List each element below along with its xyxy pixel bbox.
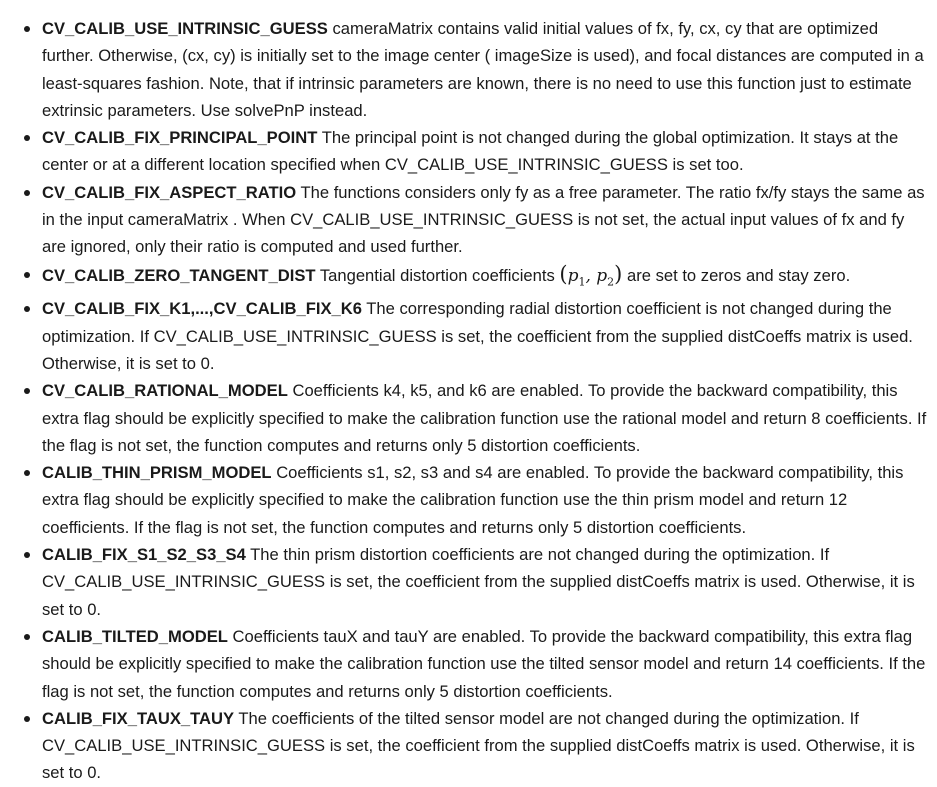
flag-item-fix-aspect-ratio: [42, 179, 931, 261]
flag-name: CV_CALIB_FIX_ASPECT_RATIO: [42, 182, 297, 202]
flag-item-tilted-model: [42, 623, 931, 705]
flag-description-end: are set to zeros and stay zero.: [622, 265, 851, 285]
flag-description: Coefficients tauX and tauY are enabled. To provide the backward compatibility, this extra flag should be explicitly specified to make the calibration function use the tilted sensor model and return 14 coefficients. If the flag is not set, the function computes and returns only 5 distortion coefficients.: [42, 626, 926, 701]
flag-name: CALIB_FIX_TAUX_TAUY: [42, 708, 235, 728]
flag-description: Coefficients s1, s2, s3 and s4 are enabled. To provide the backward compatibility, this extra flag should be explicitly specified to make the calibration function use the thin prism model and return 12 coefficients. If the flag is not set, the function computes and returns only 5 distortion coefficients.: [42, 463, 904, 537]
flag-description: The corresponding radial distortion coefficient is not changed during the optimization. If CV_CALIB_USE_INTRINSIC_GUESS is set, the coefficient from the supplied distCoeffs matrix is used. Otherwise, it is set to 0.: [42, 299, 913, 373]
flag-name: CALIB_TILTED_MODEL: [42, 626, 228, 646]
formula-open-paren: (: [559, 261, 568, 286]
flag-description: Coefficients k4, k5, and k6 are enabled. To provide the backward compatibility, this extra flag should be explicitly specified to make the calibration function use the rational model and return 8 coefficients. If the flag is not set, the function computes and returns only 5 distortion coefficients.: [42, 381, 927, 455]
flag-item-fix-principal-point: [42, 124, 931, 179]
flag-name: CALIB_FIX_S1_S2_S3_S4: [42, 545, 246, 565]
flag-item-thin-prism-model: [42, 459, 931, 541]
flag-item-zero-tangent-dist: [42, 261, 931, 296]
flag-name: CV_CALIB_FIX_K1,...,CV_CALIB_FIX_K6: [42, 299, 362, 319]
flag-name: CV_CALIB_RATIONAL_MODEL: [42, 381, 288, 401]
flag-description: The functions considers only fy as a free parameter. The ratio fx/fy stays the same as in the input cameraMatrix . When CV_CALIB_USE_INTRINSIC_GUESS is not set, the actual input values of fx and fy are ignored, only their ratio is computed and used further.: [42, 182, 925, 257]
flag-description: The coefficients of the tilted sensor model are not changed during the optimization. If CV_CALIB_USE_INTRINSIC_GUESS is set, the coefficient from the supplied distCoeffs matrix is used. Otherwise, it is set to 0.: [42, 708, 915, 783]
flag-description: cameraMatrix contains valid initial values of fx, fy, cx, cy that are optimized further. Otherwise, (cx, cy) is initially set to the image center ( imageSize is used), and focal distances are computed in a least-squares fashion. Note, that if intrinsic parameters are known, there is no need to use this function just to estimate extrinsic parameters. Use solvePnP instead.: [42, 19, 924, 120]
flag-name: CV_CALIB_USE_INTRINSIC_GUESS: [42, 19, 328, 38]
flag-name: CALIB_THIN_PRISM_MODEL: [42, 463, 272, 483]
flag-name: CV_CALIB_FIX_PRINCIPAL_POINT: [42, 128, 318, 148]
flag-item-rational-model: [42, 377, 931, 459]
flag-description: Tangential distortion coefficients: [315, 265, 560, 285]
tangential-coefficients-formula: [559, 261, 623, 289]
formula-separator: ,: [585, 265, 597, 286]
formula-sub2: 2: [607, 275, 615, 289]
formula-close-paren: ): [614, 261, 623, 286]
flag-item-fix-s1-s4: [42, 541, 931, 623]
formula-p1: p: [567, 265, 579, 286]
flag-description: The thin prism distortion coefficients are not changed during the optimization. If CV_CALIB_USE_INTRINSIC_GUESS is set, the coefficient from the supplied distCoeffs matrix is used. Otherwise, it is set to 0.: [42, 545, 915, 619]
flag-description: The principal point is not changed during the global optimization. It stays at the center or at a different location specified when CV_CALIB_USE_INTRINSIC_GUESS is set too.: [42, 128, 899, 175]
flag-item-fix-taux-tauy: [42, 705, 931, 787]
flag-name: CV_CALIB_ZERO_TANGENT_DIST: [42, 265, 316, 285]
flag-item-use-intrinsic-guess: [42, 15, 931, 124]
formula-p2: p: [596, 265, 608, 286]
flag-item-fix-k1-k6: [42, 295, 931, 377]
formula-sub1: 1: [578, 275, 586, 289]
